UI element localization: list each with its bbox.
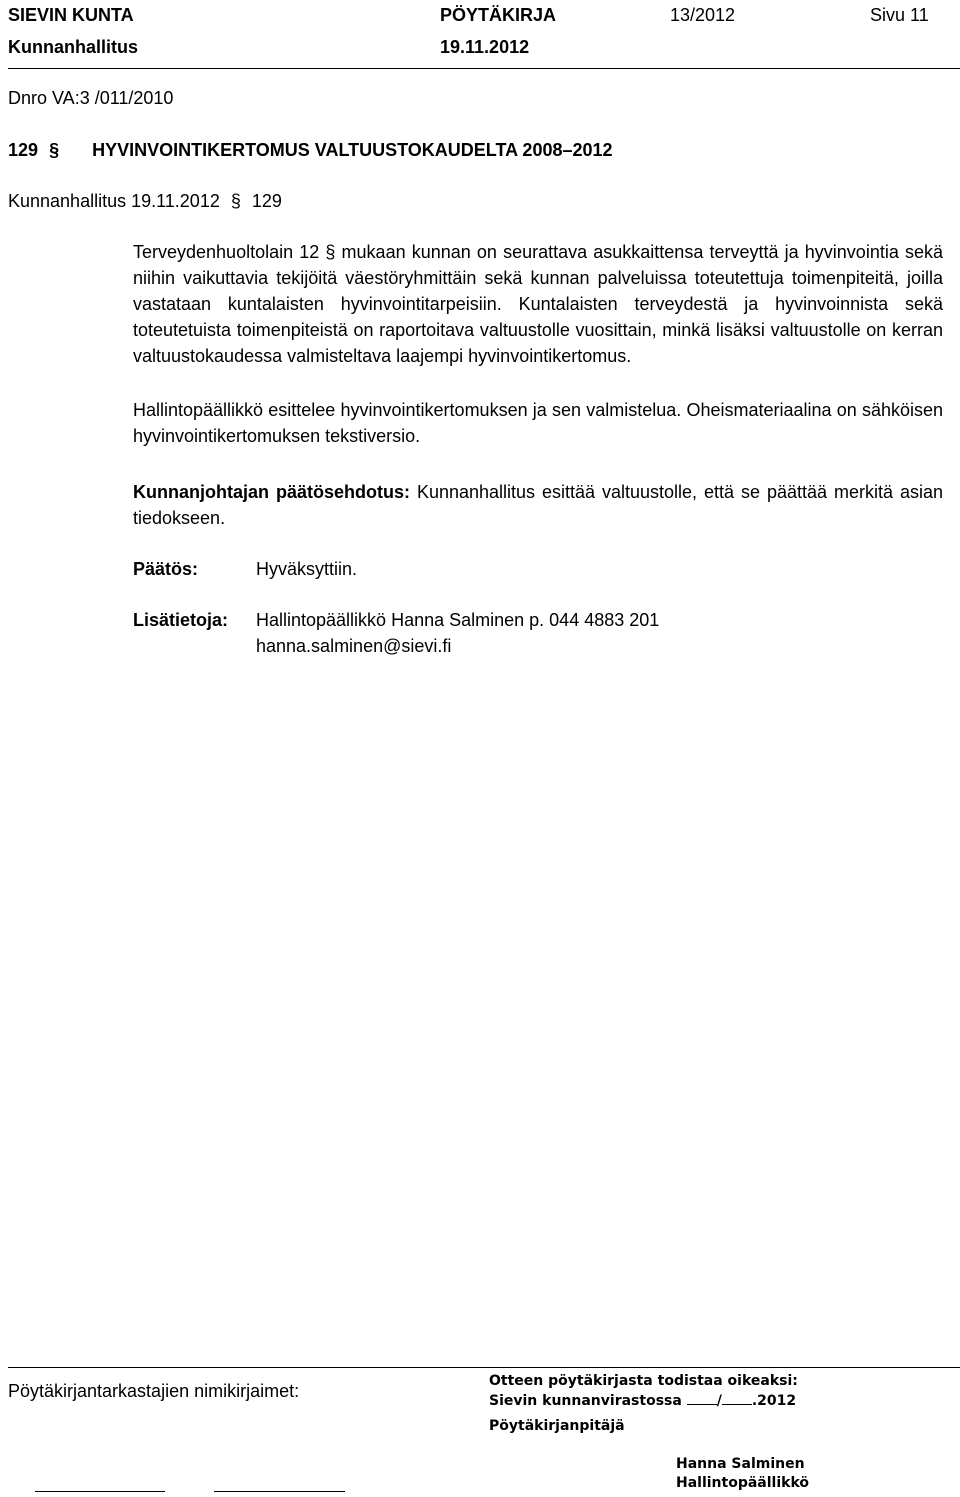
proposal-text: Kunnanhallitus esittää valtuustolle, että se päättää merkitä asian tiedokseen. bbox=[133, 482, 943, 528]
keeper-title: Pöytäkirjanpitäjä bbox=[489, 1418, 625, 1434]
month-blank bbox=[722, 1392, 752, 1405]
proposal-paragraph bbox=[133, 479, 943, 531]
signer-name: Hanna Salminen bbox=[676, 1456, 805, 1472]
certify-place: Sievin kunnanvirastossa bbox=[489, 1393, 682, 1409]
info-line-1: Hallintopäällikkö Hanna Salminen p. 044 4883 201 bbox=[256, 610, 660, 630]
header-org: SIEVIN KUNTA bbox=[8, 5, 134, 25]
certify-label: Otteen pöytäkirjasta todistaa oikeaksi: bbox=[489, 1373, 798, 1389]
section-number: 129 bbox=[8, 140, 39, 160]
meeting-ref-text: Kunnanhallitus 19.11.2012 bbox=[8, 191, 220, 211]
paragraph-1: Terveydenhuoltolain 12 § mukaan kunnan on seurattava asukkaittensa terveyttä ja hyvinvointia sekä niihin vaikuttavia tekijöitä väestöryhmittäin sekä kunnan palveluissa toteutettuja toimenpiteitä, joilla vastataan kuntalaisten hyvinvointitarpeisiin. Kuntalaisten terveydestä ja hyvinvoinnista sekä toteutetuista toimenpiteistä on raportoitava valtuustolle vuosittain, minkä lisäksi valtuustolle on kerran valtuustokaudessa valmisteltava laajempi hyvinvointikertomus. bbox=[133, 242, 943, 366]
meeting-ref-symbol: § bbox=[230, 191, 241, 211]
header-doc-number: 13/2012 bbox=[670, 5, 736, 25]
certify-place-line bbox=[489, 1392, 796, 1409]
header-rule bbox=[8, 68, 960, 69]
section-title: HYVINVOINTIKERTOMUS VALTUUSTOKAUDELTA 2008–2012 bbox=[92, 140, 613, 160]
meeting-ref-number: 129 bbox=[251, 191, 282, 211]
meeting-ref bbox=[8, 189, 282, 213]
signer-title: Hallintopäällikkö bbox=[676, 1475, 810, 1491]
day-blank bbox=[687, 1392, 717, 1405]
signature-line-2 bbox=[214, 1491, 345, 1492]
paragraph-2: Hallintopäällikkö esittelee hyvinvointikertomuksen ja sen valmistelua. Oheismateriaalina on sähköisen hyvinvointikertomuksen tekstiversio. bbox=[133, 400, 943, 446]
date-slash: / bbox=[716, 1393, 722, 1409]
signatures-label: Pöytäkirjantarkastajien nimikirjaimet: bbox=[8, 1381, 300, 1401]
footer-rule bbox=[8, 1367, 960, 1368]
proposal-label: Kunnanjohtajan päätösehdotus: bbox=[133, 482, 410, 502]
header-page: Sivu 11 bbox=[870, 5, 929, 25]
dnro: Dnro VA:3 /011/2010 bbox=[8, 88, 174, 108]
decision-label: Päätös: bbox=[133, 559, 199, 579]
section-title-line bbox=[8, 138, 613, 162]
info-line-2: hanna.salminen@sievi.fi bbox=[256, 636, 452, 656]
info-label: Lisätietoja: bbox=[133, 610, 229, 630]
signature-line-1 bbox=[35, 1491, 165, 1492]
decision-text: Hyväksyttiin. bbox=[256, 559, 358, 579]
header-doc-type: PÖYTÄKIRJA bbox=[440, 5, 557, 25]
certify-year: .2012 bbox=[751, 1393, 797, 1409]
header-body: Kunnanhallitus bbox=[8, 37, 138, 57]
header-date: 19.11.2012 bbox=[440, 37, 530, 57]
section-symbol: § bbox=[49, 140, 60, 160]
